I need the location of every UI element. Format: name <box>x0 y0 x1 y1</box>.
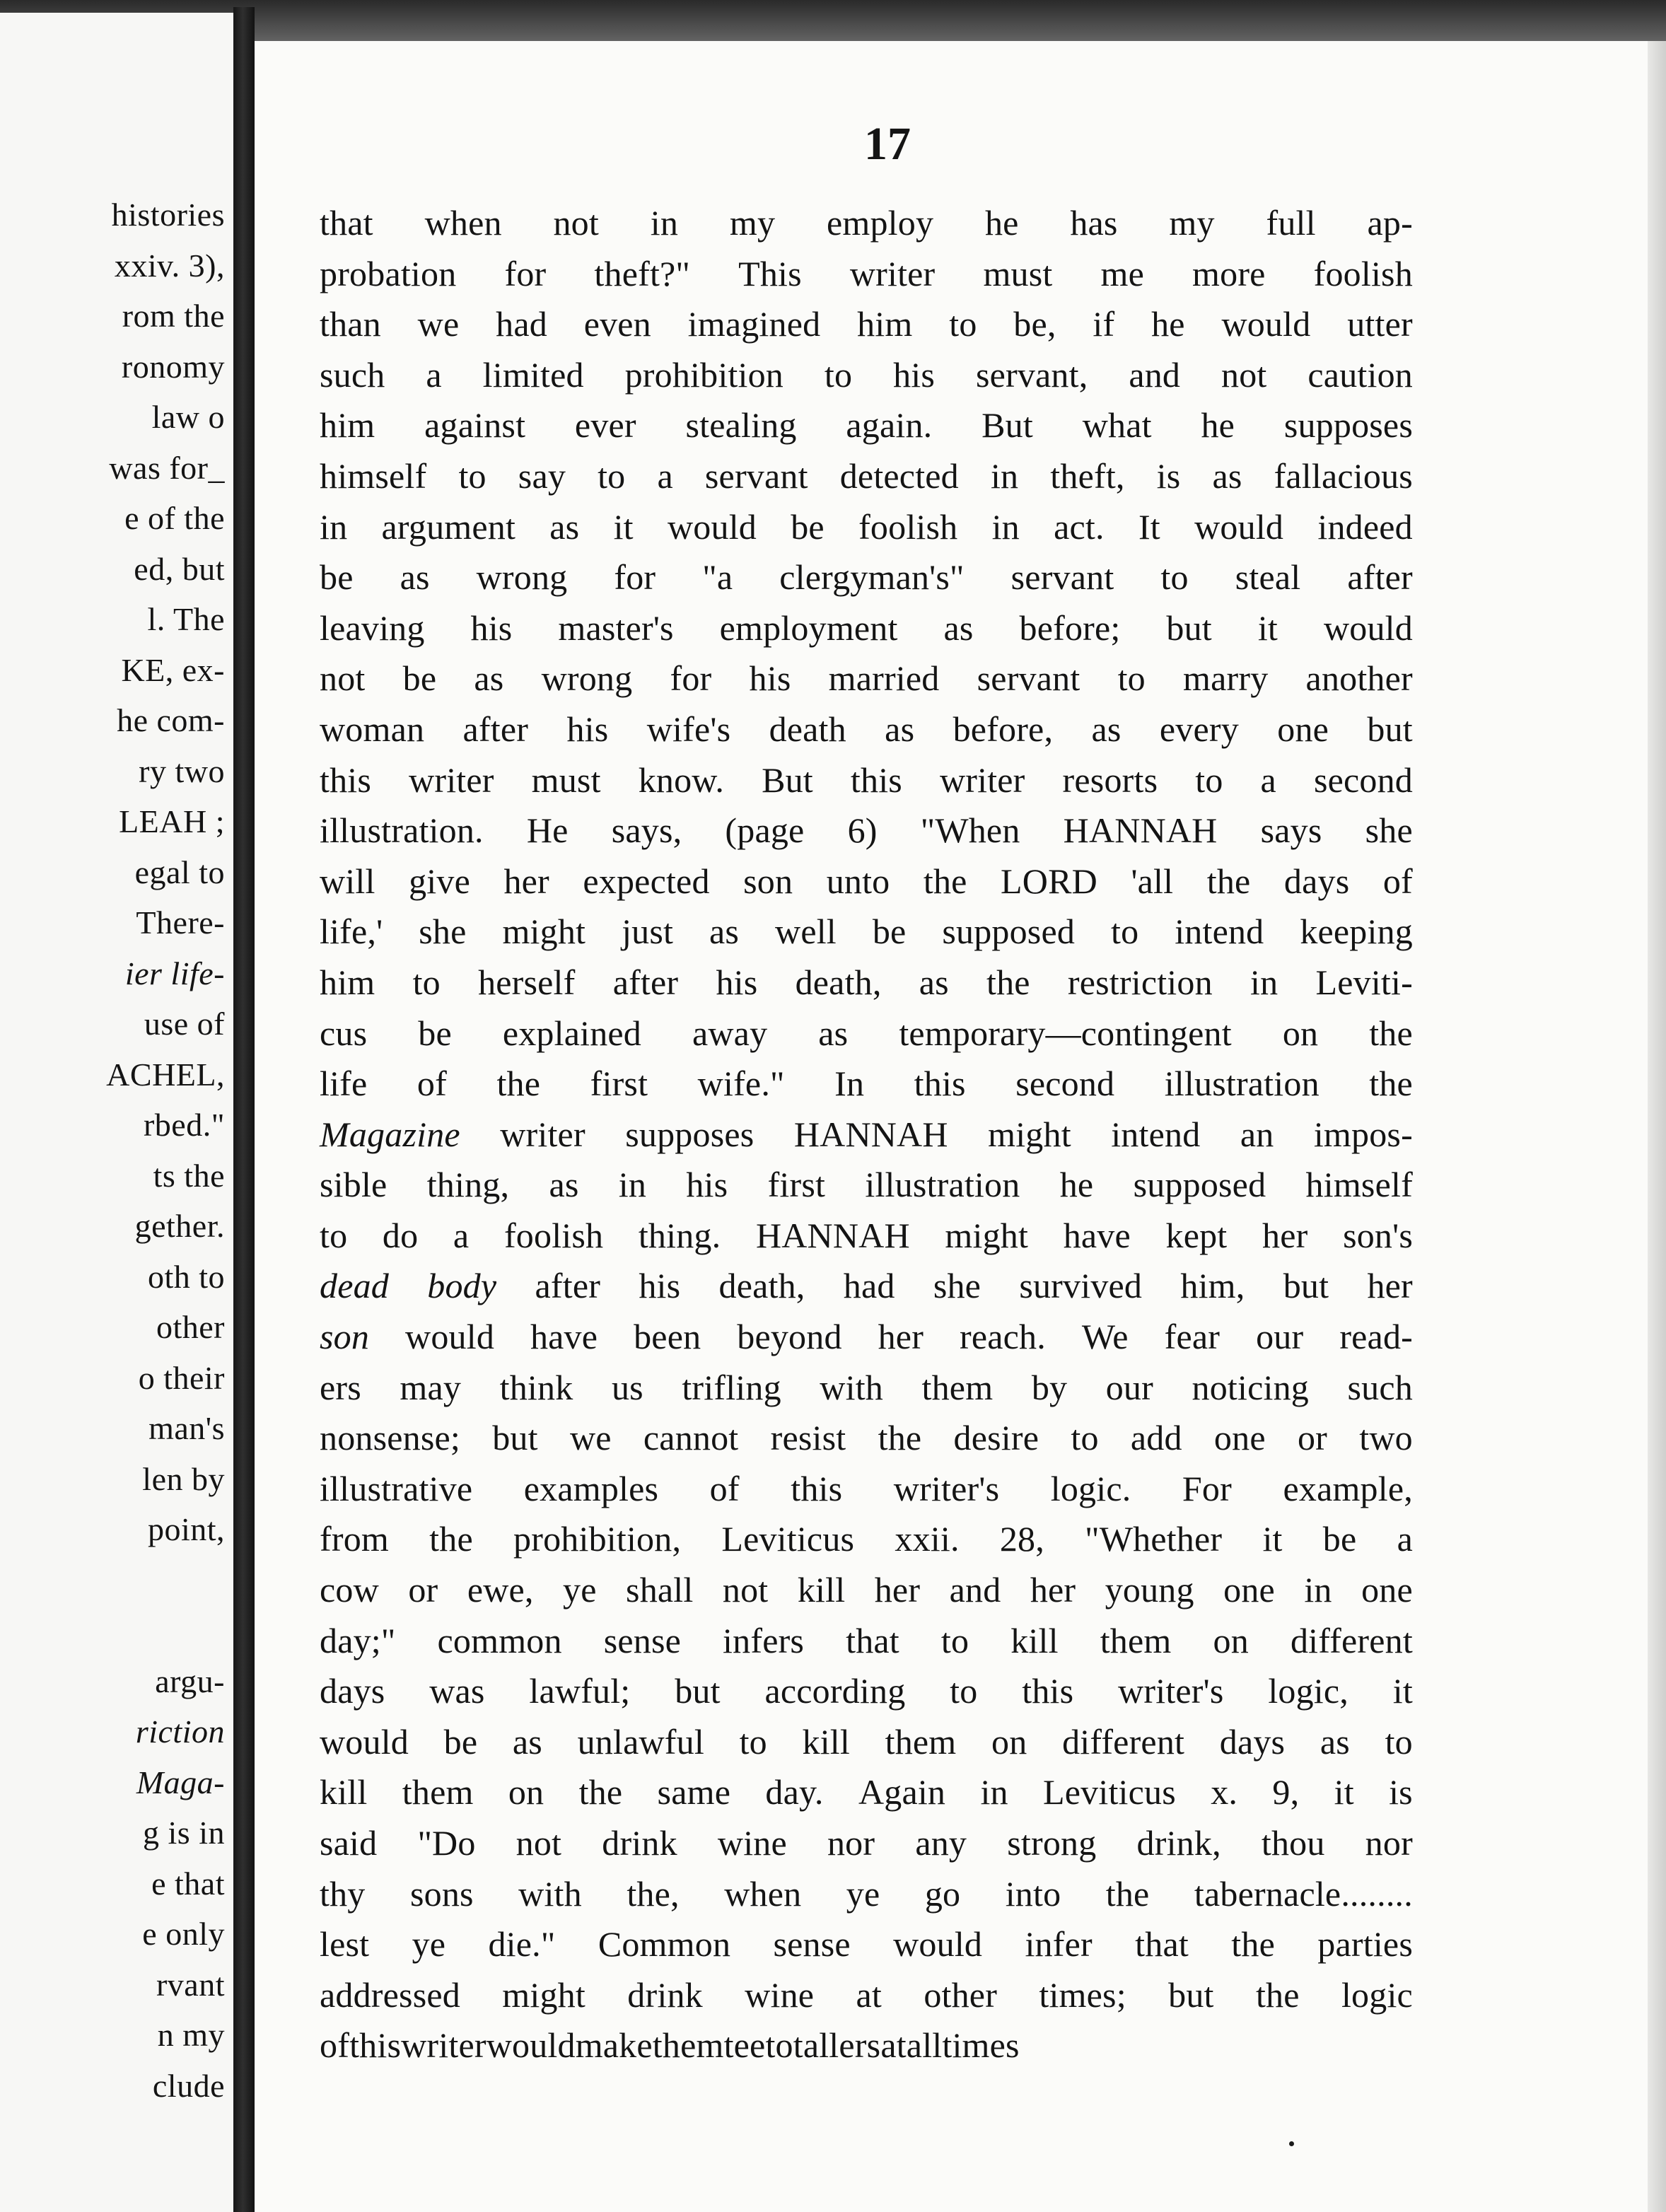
left-fragment: was for_ <box>109 449 225 486</box>
text-line: illustrative examples of this writer's logic. For example, <box>320 1468 1413 1508</box>
left-fragment: KE, ex- <box>121 651 225 688</box>
body-text <box>320 198 1413 2071</box>
text-line: nonsense; but we cannot resist the desire to add one or two <box>320 1418 1413 1458</box>
text-line: probation for theft?" This writer must me more foolish <box>320 253 1413 293</box>
text-line: than we had even imagined him to be, if he would utter <box>320 304 1413 344</box>
text-line: said "Do not drink wine nor any strong drink, thou nor <box>320 1823 1413 1863</box>
left-fragment: len by <box>142 1460 225 1497</box>
left-fragment: ronomy <box>121 348 225 385</box>
text-line: day;" common sense infers that to kill them on different <box>320 1620 1413 1660</box>
left-fragment: o their <box>138 1359 225 1396</box>
left-fragment: xxiv. 3), <box>114 247 225 284</box>
book-gutter <box>233 7 255 2212</box>
text-line: in argument as it would be foolish in act. It would indeed <box>320 506 1413 547</box>
left-fragment: ACHEL, <box>106 1056 225 1093</box>
text-line: that when not in my employ he has my full ap- <box>320 203 1413 243</box>
left-fragment: ry two <box>139 752 225 789</box>
text-line: Magazine writer supposes HANNAH might intend an impos- <box>320 1114 1413 1154</box>
text-line: not be as wrong for his married servant to marry another <box>320 658 1413 699</box>
left-fragment: clude <box>152 2067 225 2104</box>
left-fragment: riction <box>135 1713 225 1750</box>
left-fragment: ier life- <box>124 955 225 991</box>
right-page <box>255 41 1666 2212</box>
left-fragment: oth to <box>147 1258 225 1295</box>
left-fragment: e of the <box>124 500 225 536</box>
text-line: dead body after his death, had she survived him, but her <box>320 1266 1413 1306</box>
left-fragment: e only <box>142 1916 225 1952</box>
text-line: son would have been beyond her reach. We fear our read- <box>320 1317 1413 1357</box>
text-line: would be as unlawful to kill them on different days as to <box>320 1721 1413 1762</box>
left-fragment: rom the <box>122 298 225 334</box>
text-line: ers may think us trifling with them by our noticing such <box>320 1367 1413 1407</box>
left-fragment: There- <box>136 904 225 941</box>
left-fragment: e that <box>151 1865 225 1902</box>
text-line: of this writer would make them teetotallers at all times <box>320 2025 1020 2066</box>
left-fragment: point, <box>147 1511 225 1547</box>
text-line: this writer must know. But this writer resorts to a second <box>320 759 1413 800</box>
text-line: be as wrong for "a clergyman's" servant to steal after <box>320 557 1413 598</box>
left-page <box>0 13 233 2212</box>
left-fragment: rbed." <box>143 1107 225 1143</box>
left-fragment: Maga- <box>136 1764 225 1800</box>
text-line: to do a foolish thing. HANNAH might have kept her son's <box>320 1215 1413 1255</box>
text-line: woman after his wife's death as before, as every one but <box>320 709 1413 749</box>
left-fragment: l. The <box>147 601 225 637</box>
left-fragment: histories <box>111 197 225 233</box>
left-fragment: use of <box>144 1006 225 1042</box>
text-line: cow or ewe, ye shall not kill her and her young one in one <box>320 1570 1413 1610</box>
left-fragment: other <box>156 1309 225 1345</box>
left-page-text <box>0 190 225 2111</box>
text-line: thy sons with the, when ye go into the tabernacle........ <box>320 1873 1413 1914</box>
left-fragment: egal to <box>134 854 225 890</box>
text-line: sible thing, as in his first illustration he supposed himself <box>320 1165 1413 1205</box>
text-line: lest ye die." Common sense would infer that the parties <box>320 1924 1413 1964</box>
text-line: cus be explained away as temporary—contingent on the <box>320 1013 1413 1053</box>
left-fragment: argu- <box>155 1663 225 1699</box>
text-line: him to herself after his death, as the restriction in Leviti- <box>320 962 1413 1002</box>
text-line: will give her expected son unto the LORD 'all the days of <box>320 861 1413 901</box>
left-fragment: LEAH ; <box>119 803 225 839</box>
text-line: life,' she might just as well be supposed to intend keeping <box>320 912 1413 952</box>
text-line: him against ever stealing again. But what he supposes <box>320 405 1413 446</box>
text-line: leaving his master's employment as before; but it would <box>320 607 1413 648</box>
page-number: 17 <box>864 118 911 170</box>
text-line: illustration. He says, (page 6) "When HANNAH says she <box>320 810 1413 851</box>
text-line: from the prohibition, Leviticus xxii. 28, "Whether it be a <box>320 1519 1413 1559</box>
left-fragment: man's <box>148 1410 225 1446</box>
left-fragment: rvant <box>156 1966 225 2003</box>
left-fragment: he com- <box>117 702 225 738</box>
left-fragment: n my <box>157 2017 225 2053</box>
left-fragment-spacer <box>0 1555 225 1656</box>
text-line: addressed might drink wine at other times; but the logic <box>320 1974 1413 2015</box>
page-edge <box>1648 41 1666 2212</box>
print-speck <box>1289 2141 1294 2146</box>
left-fragment: law o <box>151 399 225 435</box>
left-fragment: gether. <box>134 1208 225 1244</box>
left-fragment: ed, but <box>134 550 225 587</box>
text-line: days was lawful; but according to this writer's logic, it <box>320 1671 1413 1711</box>
left-fragment: ts the <box>153 1157 225 1194</box>
text-line: life of the first wife." In this second illustration the <box>320 1064 1413 1104</box>
left-fragment: g is in <box>143 1815 225 1851</box>
text-line: himself to say to a servant detected in theft, is as fallacious <box>320 455 1413 496</box>
text-line: such a limited prohibition to his servant, and not caution <box>320 354 1413 395</box>
text-line: kill them on the same day. Again in Leviticus x. 9, it is <box>320 1772 1413 1812</box>
